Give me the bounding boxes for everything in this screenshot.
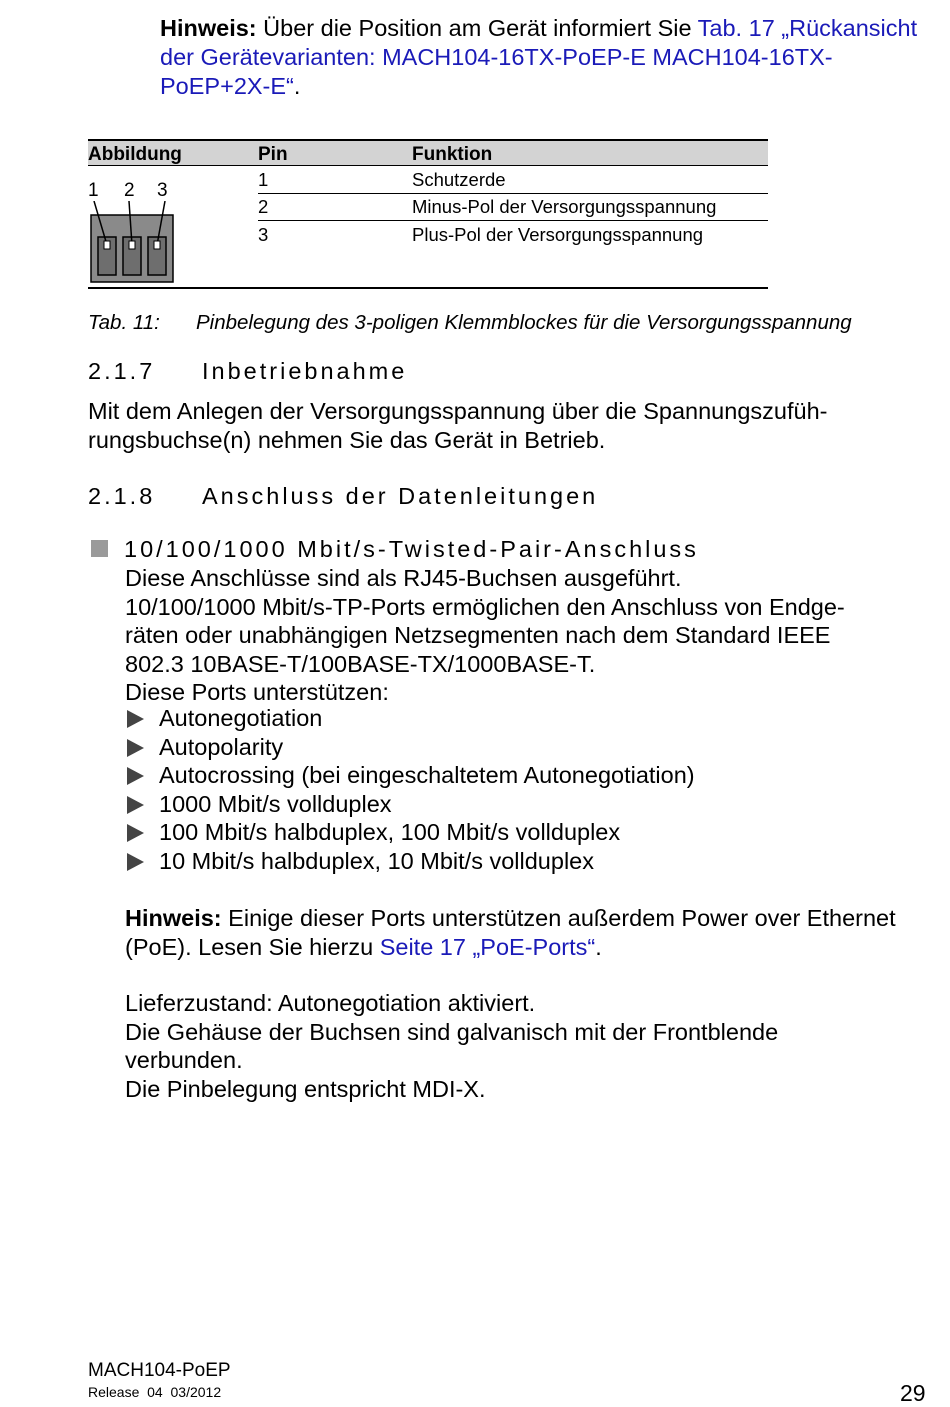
triangle-bullet-icon	[127, 739, 144, 757]
poe-note	[125, 904, 915, 961]
default-settings-text	[125, 989, 925, 1103]
note-label: Hinweis:	[160, 15, 257, 41]
pin-cell: 2	[258, 196, 269, 217]
note-text-end: .	[293, 73, 301, 99]
pin-cell: 1	[258, 169, 269, 190]
triangle-bullet-icon	[127, 767, 144, 785]
text-line: 10/100/1000 Mbit/s-TP-Ports ermöglichen den Anschluss von Endge-	[125, 593, 845, 620]
function-cell: Plus-Pol der Versorgungsspannung	[412, 224, 704, 245]
note-text: Über die Position am Gerät informiert Sie	[256, 15, 698, 41]
note-top	[160, 14, 935, 101]
text-line: rungsbuchse(n) nehmen Sie das Gerät in Betrieb.	[88, 426, 606, 453]
subsection-text	[125, 564, 925, 707]
text-line: Lieferzustand: Autonegotiation aktiviert.	[125, 990, 536, 1016]
note-label: Hinweis:	[125, 905, 222, 931]
triangle-bullet-icon	[127, 796, 144, 814]
table-header	[88, 139, 768, 166]
table-bottom-rule	[88, 287, 768, 289]
table-row	[88, 166, 768, 193]
footer-release: Release 04 03/2012	[88, 1384, 222, 1400]
text-line: Diese Ports unterstützen:	[125, 679, 389, 705]
triangle-bullet-icon	[127, 824, 144, 842]
text-line: 802.3 10BASE-T/100BASE-TX/1000BASE-T.	[125, 650, 596, 677]
section-title: Anschluss der Datenleitungen	[202, 483, 599, 509]
subsection-title: 10/100/1000 Mbit/s-Twisted-Pair-Anschluss	[124, 536, 699, 562]
caption-text: Pinbelegung des 3-poligen Klemmblockes für die Versorgungsspannung	[196, 311, 852, 334]
section-217-text	[88, 397, 928, 454]
text-line: Diese Anschlüsse sind als RJ45-Buchsen ausgeführt.	[125, 565, 682, 591]
text-line: räten oder unabhängigen Netzsegmenten nach dem Standard IEEE	[125, 622, 831, 648]
triangle-bullet-icon	[127, 853, 144, 871]
section-number: 2.1.7	[88, 358, 156, 384]
terminal-number: 3	[157, 180, 168, 201]
header-abbildung: Abbildung	[88, 144, 182, 165]
pin-cell: 3	[258, 224, 269, 245]
note-text-end: .	[595, 933, 602, 960]
table-reference-link[interactable]: Tab. 17 „Rückansicht der Gerätevarianten: MACH104-16TX-PoEP-E MACH104-16TX-PoEP+2X-E“	[160, 15, 918, 99]
text-line: Die Gehäuse der Buchsen sind galvanisch mit der Frontblende	[125, 1018, 779, 1045]
footer-product: MACH104-PoEP	[88, 1360, 231, 1381]
function-cell: Minus-Pol der Versorgungsspannung	[412, 196, 717, 217]
page-number: 29	[900, 1380, 926, 1406]
header-pin: Pin	[258, 144, 288, 165]
table-row	[88, 193, 768, 220]
terminal-number: 1	[88, 180, 99, 201]
section-number: 2.1.8	[88, 483, 156, 509]
section-title: Inbetriebnahme	[202, 358, 408, 384]
triangle-bullet-icon	[127, 710, 144, 728]
header-funktion: Funktion	[412, 144, 493, 165]
note-text: Einige dieser Ports unterstützen außerdem Power over Ethernet (PoE). Lesen Sie hierzu	[125, 905, 896, 960]
function-cell: Schutzerde	[412, 169, 506, 190]
table-row	[88, 221, 768, 248]
text-line: verbunden.	[125, 1047, 243, 1073]
caption-label: Tab. 11:	[88, 311, 160, 334]
square-bullet-icon	[91, 540, 108, 557]
text-line: Die Pinbelegung entspricht MDI-X.	[125, 1075, 486, 1102]
text-line: Mit dem Anlegen der Versorgungsspannung über die Spannungszufüh-	[88, 398, 828, 424]
terminal-number: 2	[124, 180, 135, 201]
poe-ports-link[interactable]: Seite 17 „PoE-Ports“	[379, 933, 596, 960]
